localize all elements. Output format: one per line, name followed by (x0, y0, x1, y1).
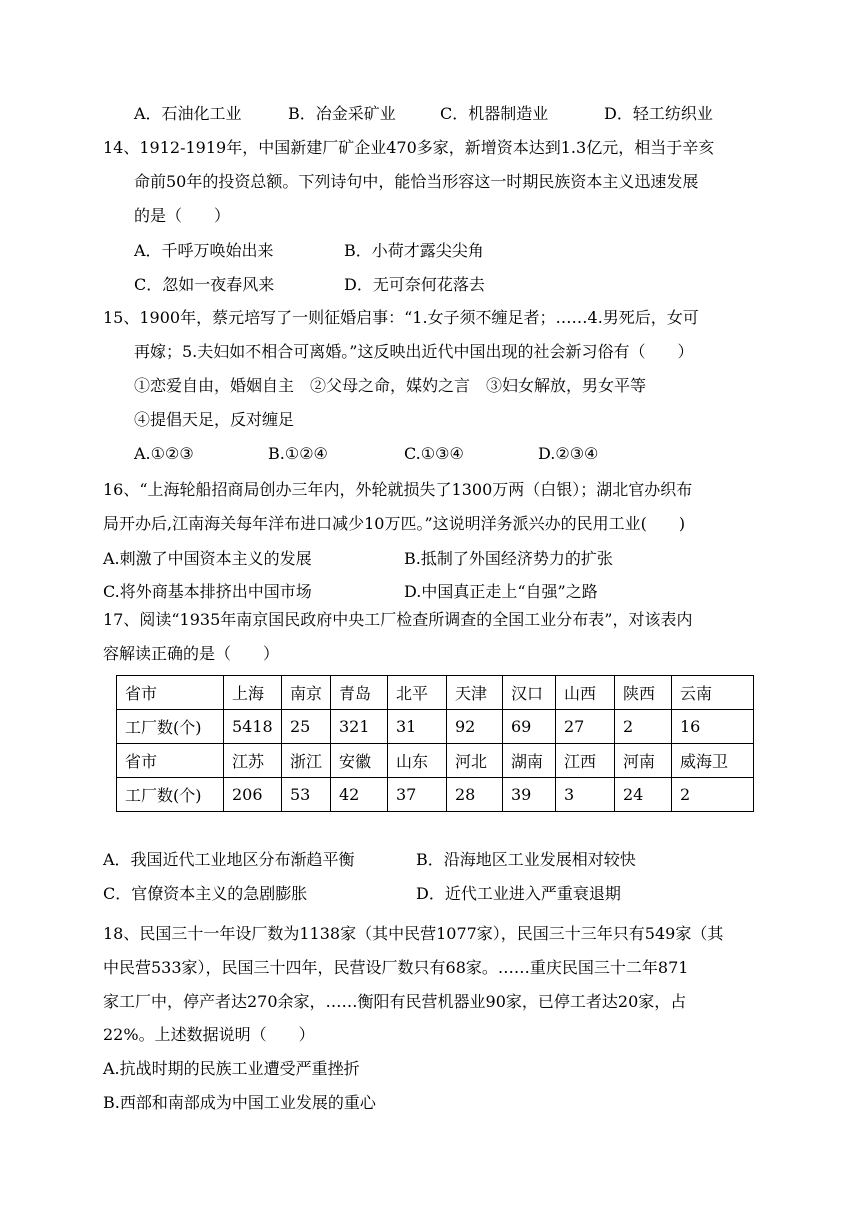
q14-stem-line-1: 14、1912-1919年，中国新建厂矿企业470多家，新增资本达到1.3亿元，相当于辛亥 (103, 138, 715, 157)
table-cell: 省市 (117, 676, 224, 710)
q13-option-b[interactable]: B．冶金采矿业 (288, 104, 396, 123)
q14-option-a[interactable]: A．千呼万唤始出来 (134, 241, 274, 260)
table-cell: 3 (556, 778, 615, 812)
table-cell: 山东 (388, 744, 447, 778)
table-cell: 39 (503, 778, 556, 812)
table-cell: 42 (331, 778, 388, 812)
q18-stem-line-1: 18、民国三十一年设厂数为1138家（其中民营1077家），民国三十三年只有549家（其 (103, 924, 724, 943)
table-cell: 北平 (388, 676, 447, 710)
q18-option-a[interactable]: A.抗战时期的民族工业遭受严重挫折 (103, 1059, 360, 1078)
q14-stem-line-3: 的是（ ） (134, 206, 231, 225)
table-row (117, 676, 754, 710)
q13-option-d[interactable]: D．轻工纺织业 (604, 104, 713, 123)
q16-option-c[interactable]: C.将外商基本排挤出中国市场 (103, 582, 312, 601)
table-cell: 28 (447, 778, 503, 812)
q17-option-c[interactable]: C．官僚资本主义的急剧膨胀 (103, 884, 308, 903)
q14-option-d[interactable]: D．无可奈何花落去 (344, 275, 485, 294)
q18-stem-line-3: 家工厂中，停产者达270余家，……衡阳有民营机器业90家，已停工者达20家，占 (103, 992, 687, 1011)
table-cell: 上海 (224, 676, 282, 710)
q17-option-b[interactable]: B．沿海地区工业发展相对较快 (416, 850, 636, 869)
industry-distribution-table (116, 675, 754, 812)
q14-option-c[interactable]: C．忽如一夜春风来 (134, 275, 275, 294)
table-cell: 工厂数(个) (117, 710, 224, 744)
table-cell: 河北 (447, 744, 503, 778)
q14-option-b[interactable]: B．小荷才露尖尖角 (344, 241, 484, 260)
table-cell: 省市 (117, 744, 224, 778)
table-cell: 浙江 (282, 744, 331, 778)
table-cell: 16 (672, 710, 754, 744)
q18-stem-line-2: 中民营533家），民国三十四年，民营设厂数只有68家。……重庆民国三十二年871 (103, 958, 689, 977)
table-row (117, 744, 754, 778)
table-cell: 河南 (615, 744, 672, 778)
table-cell: 陕西 (615, 676, 672, 710)
q16-stem-line-1: 16、“上海轮船招商局创办三年内，外轮就损失了1300万两（白银）；湖北官办织布 (103, 480, 693, 499)
q16-option-b[interactable]: B.抵制了外国经济势力的扩张 (404, 549, 613, 568)
table-cell: 25 (282, 710, 331, 744)
q15-stem-line-4: ④提倡天足，反对缠足 (134, 410, 295, 429)
table-cell: 湖南 (503, 744, 556, 778)
table-cell: 汉口 (503, 676, 556, 710)
table-cell: 江苏 (224, 744, 282, 778)
table-cell: 31 (388, 710, 447, 744)
table-cell: 江西 (556, 744, 615, 778)
table-row (117, 778, 754, 812)
table-cell: 2 (615, 710, 672, 744)
table-cell: 321 (331, 710, 388, 744)
q18-stem-line-4: 22%。上述数据说明（ ） (103, 1025, 315, 1044)
q15-stem-line-1: 15、1900年，蔡元培写了一则征婚启事：“1.女子须不缠足者；……4.男死后，女可 (103, 308, 699, 327)
table-cell: 工厂数(个) (117, 778, 224, 812)
q18-option-b[interactable]: B.西部和南部成为中国工业发展的重心 (103, 1093, 376, 1112)
table-cell: 206 (224, 778, 282, 812)
q15-option-c[interactable]: C.①③④ (404, 444, 464, 463)
q17-stem-line-1: 17、阅读“1935年南京国民政府中央工厂检查所调查的全国工业分布表”，对该表内 (103, 610, 693, 629)
table-cell: 青岛 (331, 676, 388, 710)
q13-option-a[interactable]: A．石油化工业 (134, 104, 242, 123)
q15-option-d[interactable]: D.②③④ (538, 444, 599, 463)
q15-stem-line-2: 再嫁；5.夫妇如不相合可离婚。”这反映出近代中国出现的社会新习俗有（ ） (134, 342, 694, 361)
q17-stem-line-2: 容解读正确的是（ ） (103, 644, 280, 663)
table-cell: 威海卫 (672, 744, 754, 778)
table-cell: 53 (282, 778, 331, 812)
table-cell: 天津 (447, 676, 503, 710)
table-cell: 92 (447, 710, 503, 744)
table-cell: 2 (672, 778, 754, 812)
q14-stem-line-2: 命前50年的投资总额。下列诗句中，能恰当形容这一时期民族资本主义迅速发展 (134, 172, 699, 191)
q17-option-a[interactable]: A．我国近代工业地区分布渐趋平衡 (103, 850, 355, 869)
table-cell: 云南 (672, 676, 754, 710)
table-cell: 安徽 (331, 744, 388, 778)
q16-option-a[interactable]: A.刺激了中国资本主义的发展 (103, 549, 312, 568)
table-cell: 南京 (282, 676, 331, 710)
q15-option-b[interactable]: B.①②④ (268, 444, 328, 463)
q13-option-c[interactable]: C．机器制造业 (440, 104, 549, 123)
table-row (117, 710, 754, 744)
table-cell: 27 (556, 710, 615, 744)
q15-stem-line-3: ①恋爱自由，婚姻自主 ②父母之命，媒妁之言 ③妇女解放，男女平等 (134, 376, 647, 395)
table-cell: 24 (615, 778, 672, 812)
table-cell: 37 (388, 778, 447, 812)
table-cell: 山西 (556, 676, 615, 710)
table-cell: 5418 (224, 710, 282, 744)
q15-option-a[interactable]: A.①②③ (134, 444, 194, 463)
table-cell: 69 (503, 710, 556, 744)
q16-option-d[interactable]: D.中国真正走上“自强”之路 (404, 582, 598, 601)
q16-stem-line-2: 局开办后,江南海关每年洋布进口减少10万匹。”这说明洋务派兴办的民用工业( ) (103, 514, 686, 533)
q17-option-d[interactable]: D．近代工业进入严重衰退期 (416, 884, 621, 903)
